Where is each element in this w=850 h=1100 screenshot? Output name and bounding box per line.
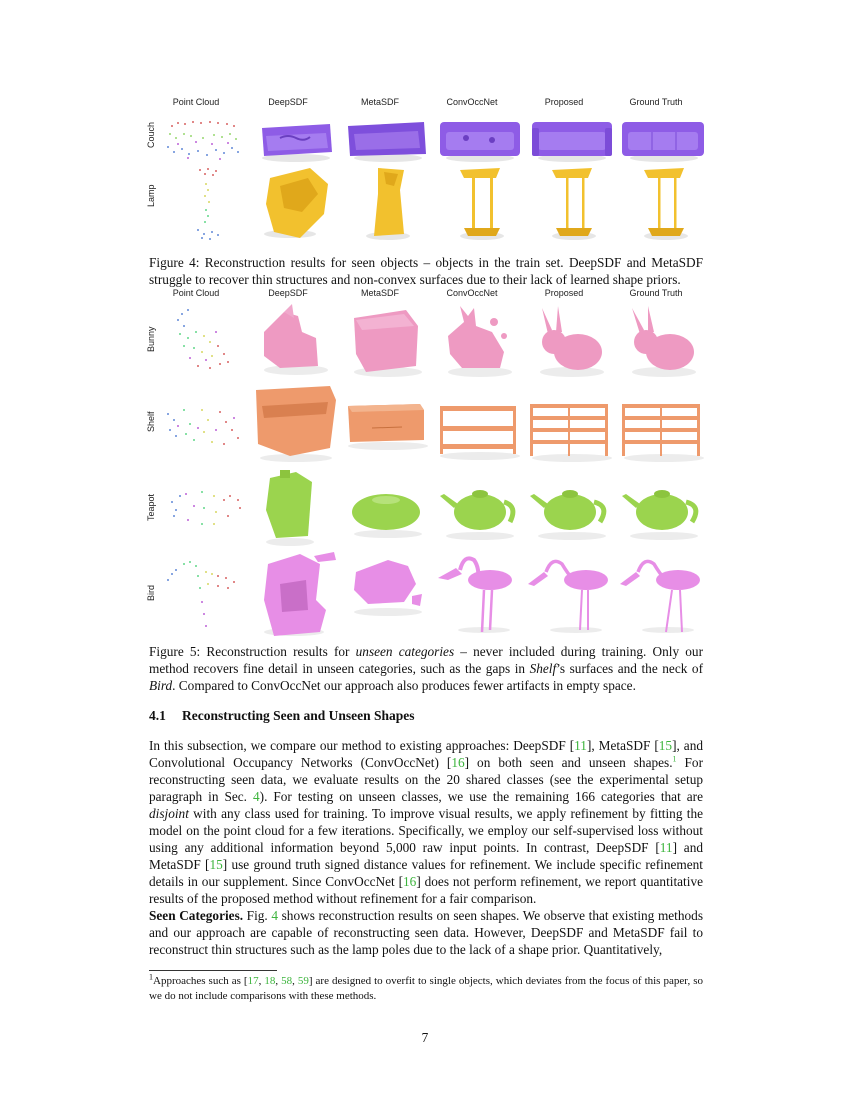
lamp-image	[250, 164, 342, 244]
fig5-teapot-convoccnet	[434, 466, 526, 550]
citation-link[interactable]: 11	[574, 738, 587, 753]
citation-link[interactable]: 59	[297, 975, 309, 987]
fig5-bird-convoccnet	[434, 550, 526, 640]
shelf-image	[250, 380, 342, 464]
footnote: $^1$Approaches such as [17, 18, 58, 59] are designed to overfit to single objects, which deviates from the focus of this paper, so we do not include comparisons with these methods.	[149, 972, 704, 1002]
citation-link[interactable]: 58	[281, 975, 293, 987]
footnote-divider	[149, 970, 277, 971]
fig4-col-convoccnet: ConvOccNet	[446, 97, 498, 107]
shelf-image	[526, 380, 618, 464]
citation-link[interactable]: 15	[209, 857, 223, 872]
fig4-couch-point-cloud	[158, 114, 250, 164]
paragraph-seen-categories: Seen Categories. Fig. 4 shows reconstruction results on seen shapes. We observe that existing methods and our approach are capable of reconstructing seen data. However, DeepSDF and MetaSDF fail to reconstruct thin structures such as the lamp poles due to the lack of a shape prior. Quantitatively,	[149, 908, 703, 957]
point-cloud-image	[158, 380, 250, 464]
teapot-image	[250, 466, 342, 550]
fig5-shelf-ground-truth	[618, 380, 710, 464]
section-ref-link[interactable]: 4	[252, 789, 260, 804]
citation-link[interactable]: 16	[403, 874, 417, 889]
fig4-lamp-proposed	[526, 164, 618, 244]
fig4-caption: Figure 4: Reconstruction results for seen objects – objects in the train set. DeepSDF and MetaSDF struggle to recover thin structures and non-convex surfaces due to their lack of learned shape priors.	[149, 255, 703, 287]
fig5-col-deepsdf: DeepSDF	[268, 288, 308, 298]
lamp-image	[618, 164, 710, 244]
fig4-couch-convoccnet	[434, 114, 526, 164]
section-number: 4.1	[149, 708, 166, 723]
bird-image	[526, 550, 618, 640]
fig5-row-label-bird: Bird	[146, 585, 156, 602]
citation-link[interactable]: 18	[264, 975, 276, 987]
section-title: Reconstructing Seen and Unseen Shapes	[182, 708, 415, 723]
fig5-col-metasdf: MetaSDF	[360, 288, 399, 298]
point-cloud-image	[158, 114, 250, 164]
fig5-teapot-point-cloud	[158, 466, 250, 550]
fig5-shelf-metasdf	[342, 380, 434, 464]
citation-link[interactable]: 11	[659, 840, 673, 855]
bunny-image	[250, 302, 342, 380]
fig5-col-proposed: Proposed	[544, 288, 584, 298]
lamp-image	[342, 164, 434, 244]
fig5-teapot-proposed	[526, 466, 618, 550]
fig5-bird-ground-truth	[618, 550, 710, 640]
fig4-couch-ground-truth	[618, 114, 710, 164]
citation-link[interactable]: 15	[658, 738, 673, 753]
fig5-bird-proposed	[526, 550, 618, 640]
fig4-couch-proposed	[526, 114, 618, 164]
section-heading	[149, 708, 415, 724]
lamp-image	[526, 164, 618, 244]
fig5-bunny-proposed	[526, 302, 618, 380]
fig4-row-label-couch: Couch	[146, 121, 156, 148]
fig5-col-convoccnet: ConvOccNet	[446, 288, 498, 298]
couch-image	[526, 114, 618, 164]
fig5-teapot-metasdf	[342, 466, 434, 550]
teapot-image	[434, 466, 526, 550]
fig4-lamp-point-cloud	[158, 164, 250, 244]
fig5-bird-deepsdf	[250, 550, 342, 640]
fig5-shelf-convoccnet	[434, 380, 526, 464]
figure-ref-link[interactable]: 4	[271, 908, 279, 923]
teapot-image	[342, 466, 434, 550]
point-cloud-image	[158, 302, 250, 380]
bird-image	[618, 550, 710, 640]
fig4-col-deepsdf: DeepSDF	[268, 97, 308, 107]
page-number: 7	[421, 1030, 429, 1045]
fig5-bunny-metasdf	[342, 302, 434, 380]
couch-image	[618, 114, 710, 164]
bird-image	[342, 550, 434, 640]
point-cloud-image	[158, 466, 250, 550]
paragraph-intro: In this subsection, we compare our method to existing approaches: DeepSDF [11], MetaSDF [15], and Convolutional Occupancy Networks (ConvOccNet) [16] on both seen and unseen shapes.$^1$ For reconstructing seen data, we evaluate results on the 20 shared classes (see the experimental setup paragraph in Sec. 4). For testing on unseen classes, we use the remaining 166 categories that are disjoint with any class used for training. To improve visual results, we apply refinement by fitting the model on the point cloud for a few iterations. Specifically, we employ our self-supervised loss without using any additional information beyond 5,000 raw input points. In contrast, DeepSDF [11] and MetaSDF [15] use ground truth signed distance values for refinement. We include specific refinement details in our supplement. Since ConvOccNet [16] does not perform refinement, we report quantitative results of the proposed method without refinement for a fair comparison.	[149, 738, 704, 906]
citation-link[interactable]: 17	[247, 975, 259, 987]
fig4-column-headers	[150, 97, 702, 111]
fig4-lamp-deepsdf	[250, 164, 342, 244]
fig4-lamp-convoccnet	[434, 164, 526, 244]
fig5-row-label-shelf: Shelf	[146, 411, 156, 432]
citation-link[interactable]: 16	[451, 755, 465, 770]
shelf-image	[434, 380, 526, 464]
paragraph-run-in-heading: Seen Categories.	[149, 908, 244, 923]
fig4-row-label-lamp: Lamp	[146, 184, 156, 207]
fig5-caption: Figure 5: Reconstruction results for unseen categories – never included during training. Only our method recovers fine detail in unseen categories, such as the gaps in Shelf’s surfaces and the neck of Bird. Compared to ConvOccNet our approach also produces fewer artifacts in empty space.	[149, 644, 703, 693]
bunny-image	[342, 302, 434, 380]
fig5-bunny-point-cloud	[158, 302, 250, 380]
fig4-lamp-metasdf	[342, 164, 434, 244]
bird-image	[250, 550, 342, 640]
fig5-shelf-proposed	[526, 380, 618, 464]
lamp-image	[434, 164, 526, 244]
shelf-image	[342, 380, 434, 464]
fig4-col-point-cloud: Point Cloud	[172, 97, 220, 107]
fig5-bunny-ground-truth	[618, 302, 710, 380]
bunny-image	[434, 302, 526, 380]
fig4-lamp-ground-truth	[618, 164, 710, 244]
bunny-image	[526, 302, 618, 380]
bunny-image	[618, 302, 710, 380]
bird-image	[434, 550, 526, 640]
couch-image	[342, 114, 434, 164]
shelf-image	[618, 380, 710, 464]
fig5-row-label-teapot: Teapot	[146, 493, 156, 521]
fig4-col-proposed: Proposed	[544, 97, 584, 107]
teapot-image	[526, 466, 618, 550]
fig5-col-point-cloud: Point Cloud	[172, 288, 220, 298]
fig5-col-ground-truth: Ground Truth	[629, 288, 683, 298]
footnote-link[interactable]: 1	[672, 754, 677, 764]
couch-image	[250, 114, 342, 164]
fig4-col-ground-truth: Ground Truth	[629, 97, 683, 107]
point-cloud-image	[158, 550, 250, 640]
fig4-col-metasdf: MetaSDF	[360, 97, 399, 107]
fig5-bunny-convoccnet	[434, 302, 526, 380]
fig5-column-headers	[150, 288, 702, 302]
fig5-shelf-point-cloud	[158, 380, 250, 464]
fig5-teapot-deepsdf	[250, 466, 342, 550]
fig5-row-label-bunny: Bunny	[146, 326, 156, 352]
fig5-bird-point-cloud	[158, 550, 250, 640]
fig5-shelf-deepsdf	[250, 380, 342, 464]
fig5-teapot-ground-truth	[618, 466, 710, 550]
teapot-image	[618, 466, 710, 550]
fig5-bunny-deepsdf	[250, 302, 342, 380]
fig5-bird-metasdf	[342, 550, 434, 640]
point-cloud-image	[158, 164, 250, 244]
fig4-couch-deepsdf	[250, 114, 342, 164]
fig4-couch-metasdf	[342, 114, 434, 164]
couch-image	[434, 114, 526, 164]
